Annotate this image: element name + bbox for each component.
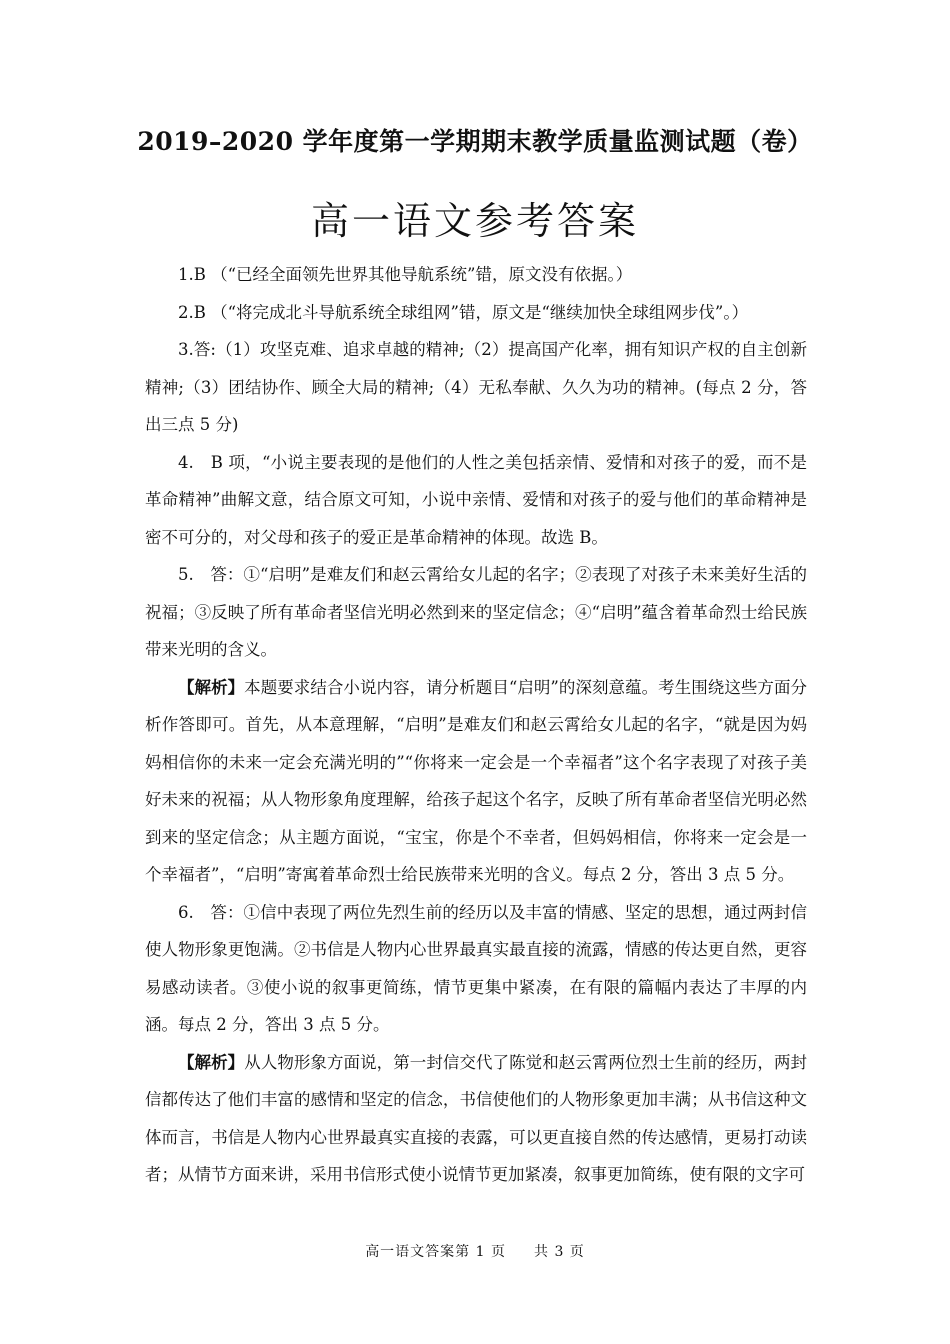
answer-4 <box>145 444 807 557</box>
answer-3-text: 3.答:（1）攻坚克难、追求卓越的精神;（2）提高国产化率，拥有知识产权的自主创新精神;（3）团结协作、顾全大局的精神;（4）无私奉献、久久为功的精神。(每点 2 分，答出三点 5 分) <box>145 340 807 434</box>
answer-5 <box>145 556 807 669</box>
answer-body <box>145 256 807 1194</box>
analysis-5-tag: 【解析】 <box>178 677 245 697</box>
answer-4-text: 4. B 项，“小说主要表现的是他们的人性之美包括亲情、爱情和对孩子的爱，而不是革命精神”曲解文意，结合原文可知，小说中亲情、爱情和对孩子的爱与他们的革命精神是密不可分的，对父母和孩子的爱正是革命精神的体现。故选 B。 <box>145 452 807 547</box>
page-footer <box>0 1241 950 1261</box>
document-title: 高一语文参考答案 <box>310 199 639 243</box>
answer-6-text: 6. 答：①信中表现了两位先烈生前的经历以及丰富的情感、坚定的思想，通过两封信使人物形象更饱满。②书信是人物内心世界最真实最直接的流露，情感的传达更自然，更容易感动读者。③使小说的叙事更简练，情节更集中紧凑，在有限的篇幅内表达了丰厚的内涵。每点 2 分，答出 3 点 5 分。 <box>145 902 807 1034</box>
analysis-6-tag: 【解析】 <box>178 1052 245 1072</box>
footer-total-label: 共 3 页 <box>534 1244 585 1260</box>
analysis-5-text: 本题要求结合小说内容，请分析题目“启明”的深刻意蕴。考生围绕这些方面分析作答即可。首先，从本意理解，“启明”是难友们和赵云霄给女儿起的名字，“就是因为妈妈相信你的未来一定会充满光明的”“你将来一定会是一个幸福者”这个名字表现了对孩子美好未来的祝福；从人物形象角度理解，给孩子起这个名字，反映了所有革命者坚信光明必然到来的坚定信念；从主题方面说，“宝宝，你是个不幸者，但妈妈相信，你将来一定会是一个幸福者”，“启明”寄寓着革命烈士给民族带来光明的含义。每点 2 分，答出 3 点 5 分。 <box>145 677 807 884</box>
answer-2-text: 2.B （“将完成北斗导航系统全球组网”错，原文是“继续加快全球组网步伐”。） <box>178 302 749 322</box>
analysis-5 <box>145 669 807 894</box>
answer-5-text: 5. 答：①“启明”是难友们和赵云霄给女儿起的名字；②表现了对孩子未来美好生活的祝福；③反映了所有革命者坚信光明必然到来的坚定信念；④“启明”蕴含着革命烈士给民族带来光明的含义。 <box>145 565 807 659</box>
answer-1-text: 1.B （“已经全面领先世界其他导航系统”错，原文没有依据。） <box>178 265 633 284</box>
exam-title: 2019–2020 学年度第一学期期末教学质量监测试题（卷） <box>137 127 813 156</box>
analysis-6 <box>145 1044 807 1194</box>
answer-1 <box>145 256 807 294</box>
analysis-6-text: 从人物形象方面说，第一封信交代了陈觉和赵云霄两位烈士生前的经历，两封信都传达了他们丰富的感情和坚定的信念，书信使他们的人物形象更加丰满；从书信这种文体而言，书信是人物内心世界最真实直接的表露，可以更直接自然的传达感情，更易打动读者；从情节方面来讲，采用书信形式使小说情节更加紧凑，叙事更加简练，使有限的文字可 <box>145 1052 808 1184</box>
answer-3 <box>145 331 807 444</box>
footer-page-label: 高一语文答案第 1 页 <box>365 1244 506 1260</box>
answer-2 <box>145 294 807 332</box>
answer-6 <box>145 894 807 1044</box>
